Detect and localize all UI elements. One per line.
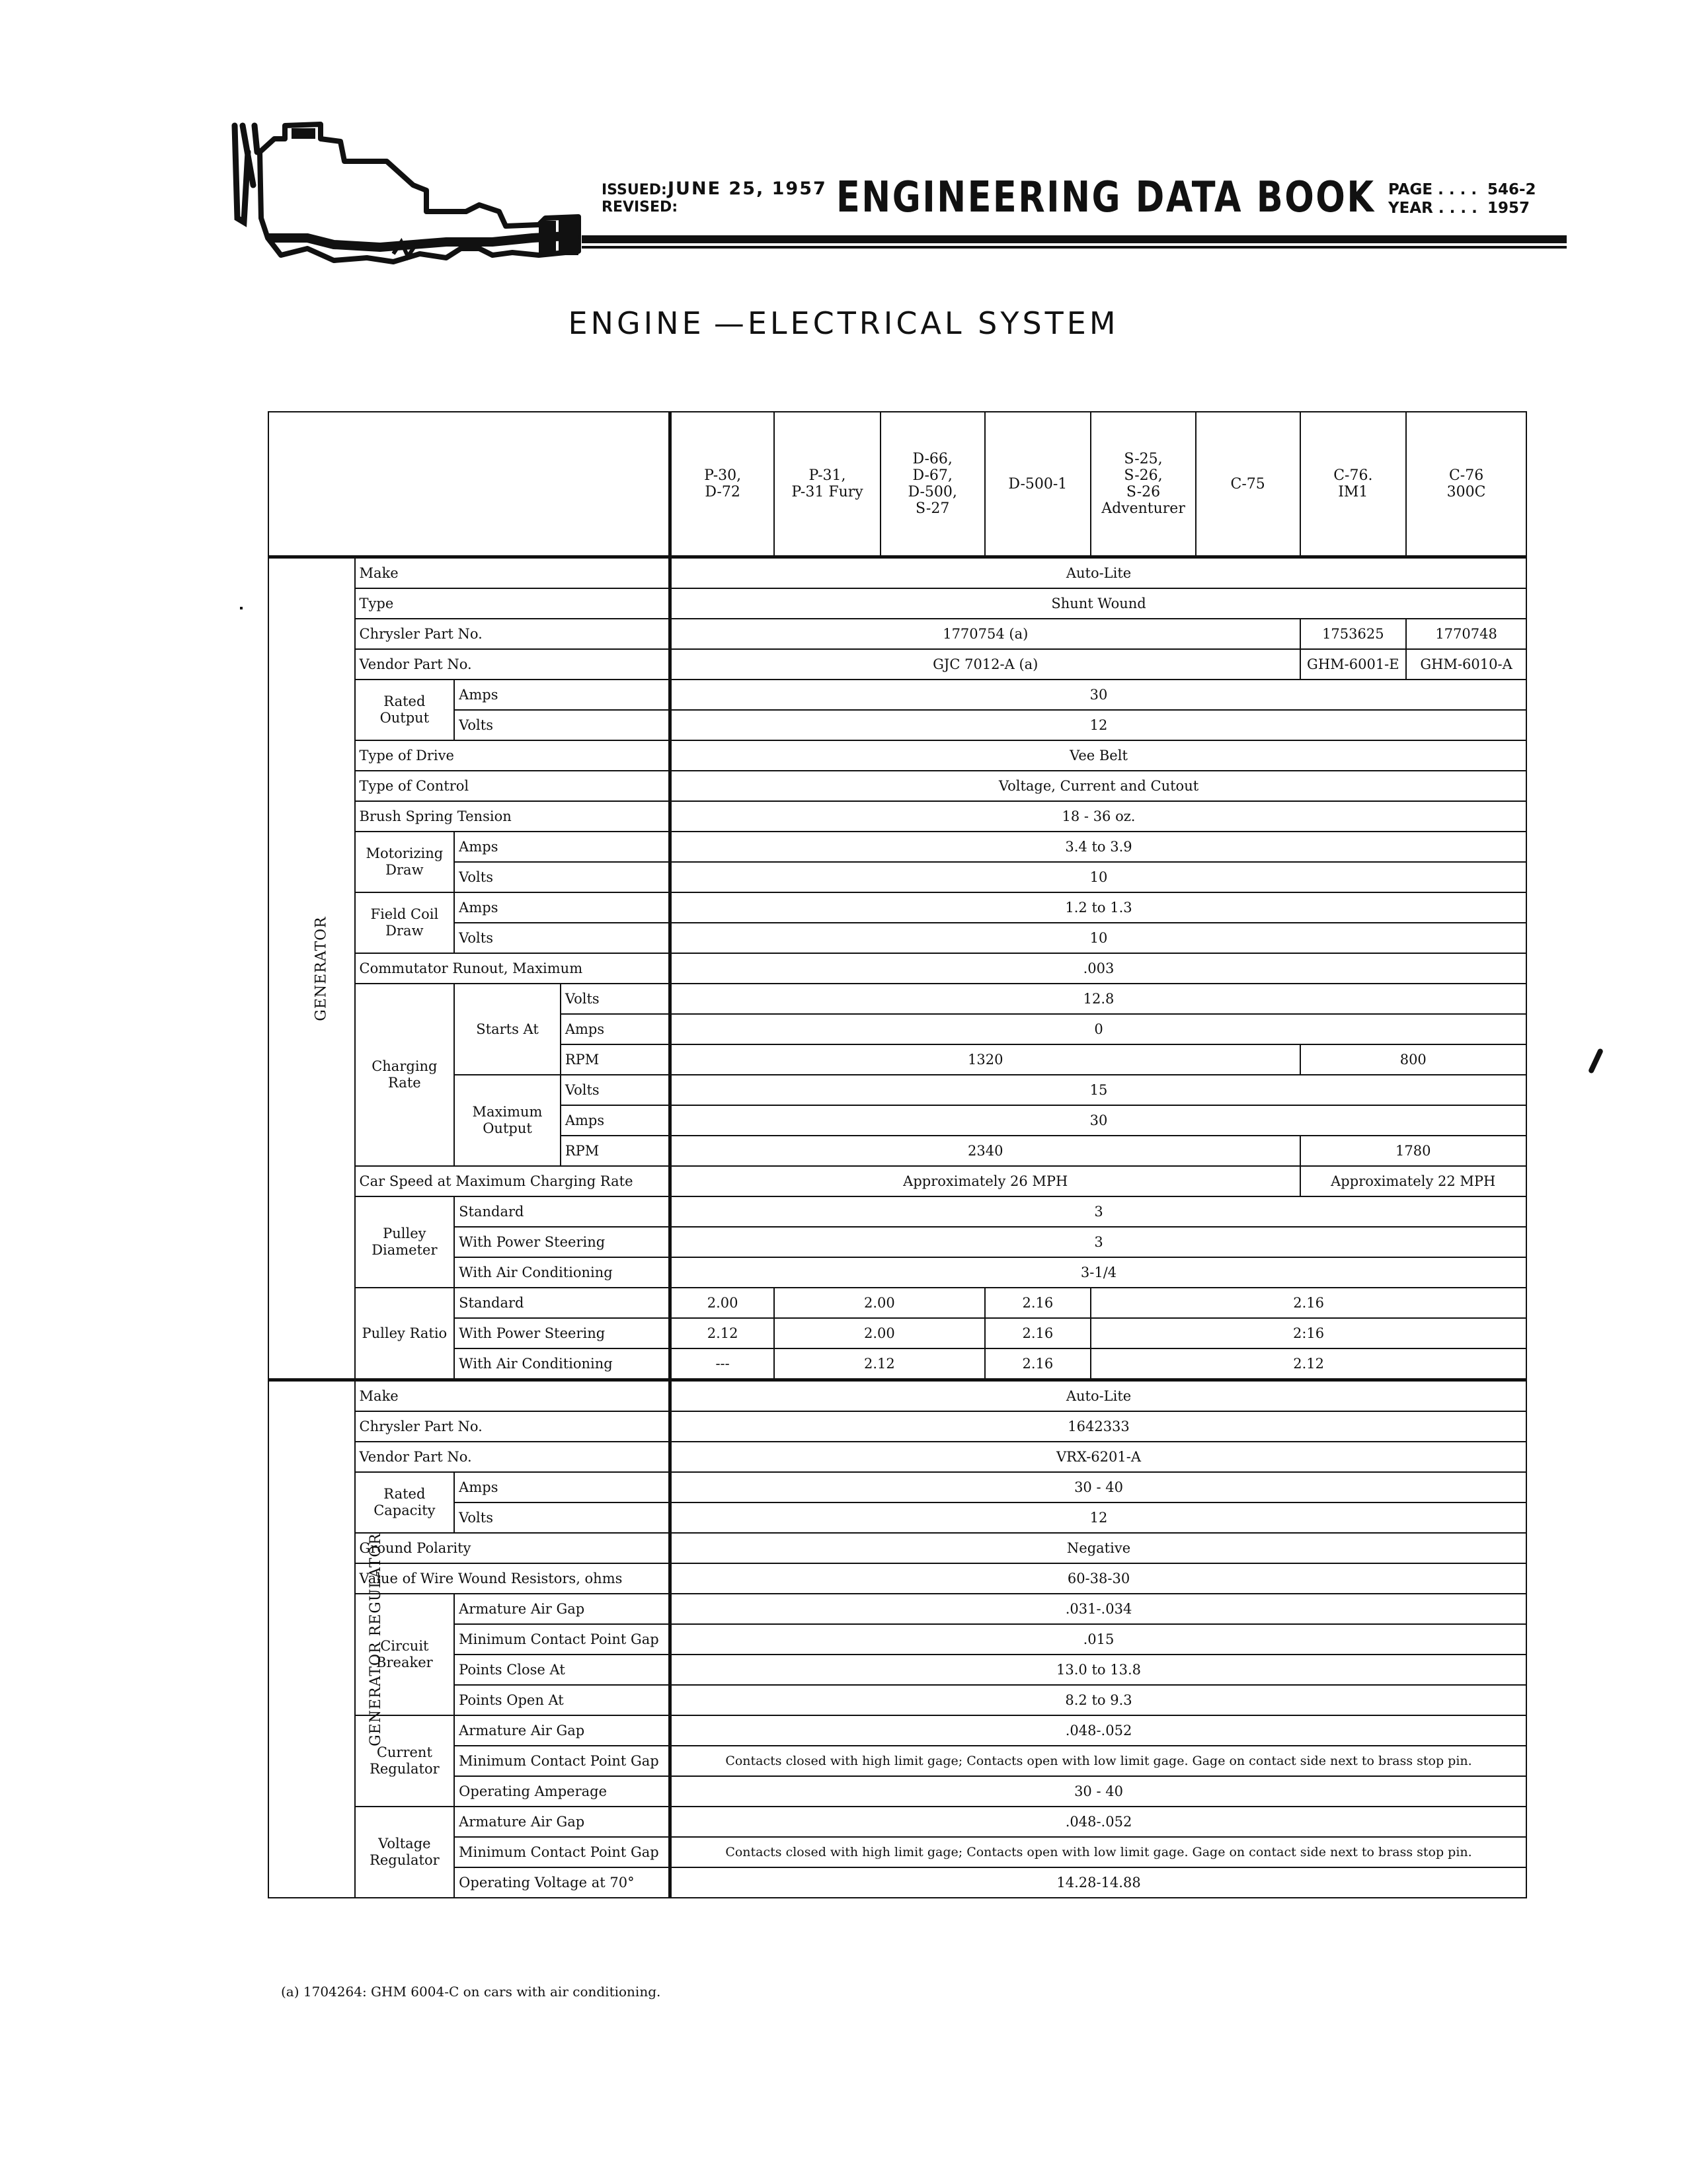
cell-value: 2.00 [774,1288,984,1318]
table-row [268,740,1526,771]
cell-value: 12.8 [670,984,1526,1014]
table-row [268,1288,1526,1318]
row-label: Make [355,557,670,589]
engine-logo [228,112,598,291]
cell-value: Approximately 22 MPH [1300,1166,1527,1196]
row-label: Chrysler Part No. [355,1411,670,1442]
row-label: Standard [454,1288,670,1318]
cell-value: 1.2 to 1.3 [670,892,1526,923]
cell-value: GJC 7012-A (a) [670,649,1300,680]
row-label: Volts [454,710,670,740]
year-value: 1957 [1487,200,1530,217]
cell-value: 2:16 [1091,1318,1526,1348]
cell-value: 2.12 [670,1318,775,1348]
group-label: Pulley Diameter [355,1196,455,1288]
row-label: Operating Voltage at 70° [454,1867,670,1898]
cell-value: .048-.052 [670,1715,1526,1746]
row-label: Points Open At [454,1685,670,1715]
cell-value: .015 [670,1624,1526,1655]
cell-value: 30 - 40 [670,1776,1526,1807]
table-row [268,1624,1526,1655]
group-label: Rated Output [355,680,455,740]
cell-value: 12 [670,710,1526,740]
group-label: Pulley Ratio [355,1288,455,1380]
cell-value: Shunt Wound [670,588,1526,619]
group-label: Current Regulator [355,1715,455,1807]
header-blank-cell [268,412,670,557]
cell-value: 3.4 to 3.9 [670,832,1526,862]
row-label: Minimum Contact Point Gap [454,1624,670,1655]
cell-value: Auto-Lite [670,1380,1526,1412]
cell-value: 10 [670,862,1526,892]
table-row [268,771,1526,801]
cell-value: 2.00 [670,1288,775,1318]
model-header: D-500-1 [985,412,1091,557]
table-row [268,1442,1526,1472]
year-label: YEAR . . . . [1388,200,1477,217]
model-header: P-30, D-72 [670,412,775,557]
table-row [268,680,1526,710]
issued-date: JUNE 25, 1957 [668,178,827,199]
group-label: Field Coil Draw [355,892,455,953]
cell-value: Contacts closed with high limit gage; Contacts open with low limit gage. Gage on contact side next to brass stop pin. [670,1746,1526,1776]
regulator-section-label: GENERATOR REGULATOR [268,1380,355,1898]
table-row [268,1715,1526,1746]
cell-value: 1642333 [670,1411,1526,1442]
cell-value: 2.16 [1091,1288,1526,1318]
row-label: Amps [561,1105,670,1136]
table-row [268,1655,1526,1685]
row-label: RPM [561,1044,670,1075]
row-label: Value of Wire Wound Resistors, ohms [355,1563,670,1594]
table-row [268,1318,1526,1348]
table-row [268,984,1526,1014]
table-row [268,619,1526,649]
cell-value: 30 [670,680,1526,710]
cell-value: 60-38-30 [670,1563,1526,1594]
cell-value: GHM-6010-A [1406,649,1526,680]
row-label: Operating Amperage [454,1776,670,1807]
row-label: With Power Steering [454,1227,670,1257]
cell-value: 2.16 [985,1288,1091,1318]
book-title: ENGINEERING DATA BOOK [836,173,1376,222]
cell-value: VRX-6201-A [670,1442,1526,1472]
cell-value: 10 [670,923,1526,953]
header-rule [582,235,1567,243]
table-row [268,1867,1526,1898]
row-label: Car Speed at Maximum Charging Rate [355,1166,670,1196]
cell-value: 30 [670,1105,1526,1136]
row-label: With Air Conditioning [454,1257,670,1288]
model-header: D-66, D-67, D-500, S-27 [881,412,985,557]
cell-value: 0 [670,1014,1526,1044]
model-header-row [268,412,1526,557]
table-row [268,1472,1526,1502]
group-label: Charging Rate [355,984,455,1166]
cell-value: 2.16 [985,1348,1091,1380]
table-row [268,1594,1526,1624]
row-label: Amps [454,1472,670,1502]
table-row [268,801,1526,832]
table-row [268,1411,1526,1442]
cell-value: 800 [1300,1044,1527,1075]
row-label: With Air Conditioning [454,1348,670,1380]
row-label: Make [355,1380,670,1412]
issued-label: ISSUED: [602,182,667,198]
cell-value: 1753625 [1300,619,1407,649]
table-row [268,832,1526,862]
table-row [268,1746,1526,1776]
group-label: Motorizing Draw [355,832,455,892]
model-header: C-75 [1196,412,1300,557]
row-label: Minimum Contact Point Gap [454,1746,670,1776]
row-label: Volts [561,1075,670,1105]
row-label: Volts [454,1502,670,1533]
table-row [268,1166,1526,1196]
page-title: ENGINE —ELECTRICAL SYSTEM [568,305,1119,341]
cell-value: .048-.052 [670,1807,1526,1837]
subgroup-label: Starts At [454,984,561,1075]
row-label: Armature Air Gap [454,1594,670,1624]
cell-value: 12 [670,1502,1526,1533]
table-row [268,953,1526,984]
row-label: Armature Air Gap [454,1807,670,1837]
row-label: Type of Drive [355,740,670,771]
issued-block [602,180,827,216]
cell-value: 13.0 to 13.8 [670,1655,1526,1685]
cell-value: Contacts closed with high limit gage; Contacts open with low limit gage. Gage on contact side next to brass stop pin. [670,1837,1526,1867]
cell-value: 30 - 40 [670,1472,1526,1502]
row-label: Commutator Runout, Maximum [355,953,670,984]
cell-value: 3 [670,1196,1526,1227]
cell-value: 1320 [670,1044,1300,1075]
model-header: C-76 300C [1406,412,1526,557]
row-label: Amps [454,680,670,710]
row-label: Brush Spring Tension [355,801,670,832]
page-label: PAGE . . . . [1388,181,1477,198]
cell-value: 2.12 [774,1348,984,1380]
row-label: Ground Polarity [355,1533,670,1563]
row-label: Vendor Part No. [355,649,670,680]
table-row [268,1776,1526,1807]
row-label: Amps [454,832,670,862]
model-header: S-25, S-26, S-26 Adventurer [1091,412,1196,557]
group-label: Rated Capacity [355,1472,455,1533]
cell-value: .003 [670,953,1526,984]
table-row [268,892,1526,923]
cell-value: 2.00 [774,1318,984,1348]
header-rule-thin [582,246,1567,249]
row-label: Points Close At [454,1655,670,1685]
row-label: Amps [561,1014,670,1044]
row-label: Vendor Part No. [355,1442,670,1472]
row-label: Volts [561,984,670,1014]
cell-value: Voltage, Current and Cutout [670,771,1526,801]
page-year-block [1388,180,1536,217]
table-row [268,1348,1526,1380]
cell-value: 18 - 36 oz. [670,801,1526,832]
cell-value: 2.12 [1091,1348,1526,1380]
row-label: Volts [454,923,670,953]
table-row [268,1502,1526,1533]
spec-table [268,411,1527,1898]
table-row [268,1075,1526,1105]
group-label: Circuit Breaker [355,1594,455,1715]
footnote: (a) 1704264: GHM 6004-C on cars with air conditioning. [281,1984,661,2000]
page-number: 546-2 [1487,181,1536,198]
row-label: Type [355,588,670,619]
model-header: P-31, P-31 Fury [774,412,881,557]
table-row [268,1196,1526,1227]
table-row [268,1257,1526,1288]
row-label: RPM [561,1136,670,1166]
cell-value: 2.16 [985,1318,1091,1348]
row-label: Minimum Contact Point Gap [454,1837,670,1867]
table-row [268,1533,1526,1563]
cell-value: Auto-Lite [670,557,1526,589]
cell-value: 1780 [1300,1136,1527,1166]
table-row [268,1837,1526,1867]
row-label: With Power Steering [454,1318,670,1348]
row-label: Standard [454,1196,670,1227]
row-label: Chrysler Part No. [355,619,670,649]
cell-value: Vee Belt [670,740,1526,771]
table-row [268,923,1526,953]
cell-value: 1770748 [1406,619,1526,649]
table-row [268,1380,1526,1412]
table-row [268,557,1526,589]
cell-value: Approximately 26 MPH [670,1166,1300,1196]
row-label: Volts [454,862,670,892]
table-row [268,862,1526,892]
row-label: Armature Air Gap [454,1715,670,1746]
cell-value: 14.28-14.88 [670,1867,1526,1898]
scan-mark [240,607,243,609]
cell-value: 2340 [670,1136,1300,1166]
table-row [268,1227,1526,1257]
cell-value: Negative [670,1533,1526,1563]
table-row [268,1807,1526,1837]
cell-value: 3-1/4 [670,1257,1526,1288]
model-header: C-76. IM1 [1300,412,1407,557]
cell-value: .031-.034 [670,1594,1526,1624]
table-row [268,649,1526,680]
cell-value: 15 [670,1075,1526,1105]
group-label: Voltage Regulator [355,1807,455,1898]
row-label: Amps [454,892,670,923]
cell-value: 8.2 to 9.3 [670,1685,1526,1715]
row-label: Type of Control [355,771,670,801]
table-row [268,710,1526,740]
table-row [268,1685,1526,1715]
table-row [268,1563,1526,1594]
subgroup-label: Maximum Output [454,1075,561,1166]
table-row [268,588,1526,619]
cell-value: --- [670,1348,775,1380]
revised-label: REVISED: [602,199,678,215]
scan-mark [1588,1048,1604,1074]
generator-section-label: GENERATOR [268,557,355,1380]
cell-value: 1770754 (a) [670,619,1300,649]
cell-value: 3 [670,1227,1526,1257]
cell-value: GHM-6001-E [1300,649,1407,680]
